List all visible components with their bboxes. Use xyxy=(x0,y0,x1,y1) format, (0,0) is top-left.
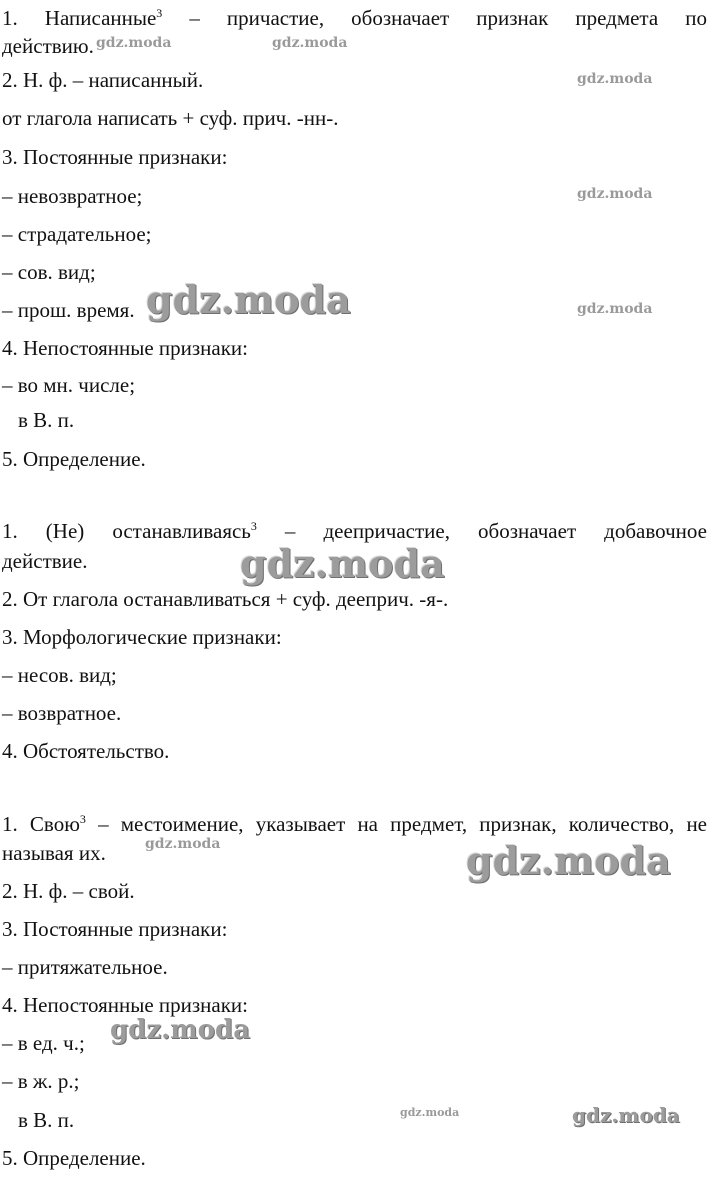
block3-line1 xyxy=(2,810,707,838)
block2-line6: – возвратное. xyxy=(2,701,122,725)
block3-line2: называя их. xyxy=(2,841,106,865)
footnote-mark: 3 xyxy=(79,812,86,826)
block1-line1 xyxy=(2,4,707,32)
block2-line2: действие. xyxy=(2,549,88,573)
footnote-mark: 3 xyxy=(156,6,163,20)
watermark: gdz.moda xyxy=(577,301,653,317)
block3-line3: 2. Н. ф. – свой. xyxy=(2,879,135,903)
watermark: gdz.moda xyxy=(146,277,351,322)
watermark: gdz.moda xyxy=(272,35,348,51)
block1-line5: 3. Постоянные признаки: xyxy=(2,145,228,169)
block1-line13: 5. Определение. xyxy=(2,447,146,471)
block2-line7: 4. Обстоятельство. xyxy=(2,739,170,763)
block2-line5: – несов. вид; xyxy=(2,663,117,687)
watermark: gdz.moda xyxy=(577,71,653,87)
watermark: gdz.moda xyxy=(400,1106,460,1119)
footnote-mark: 3 xyxy=(250,519,257,533)
block2-line3: 2. От глагола останавливаться + суф. дееприч. -я-. xyxy=(2,587,449,611)
block2-line4: 3. Морфологические признаки: xyxy=(2,625,282,649)
term-napisannye: 1. Написанные xyxy=(2,6,157,30)
block1-line3: 2. Н. ф. – написанный. xyxy=(2,68,204,92)
watermark: gdz.moda xyxy=(240,541,445,586)
block1-line2: действию. xyxy=(2,34,94,58)
block1-line10: 4. Непостоянные признаки: xyxy=(2,336,248,360)
block3-line8: – в ж. р.; xyxy=(2,1069,80,1093)
block1-line12: в В. п. xyxy=(18,408,75,432)
watermark: gdz.moda xyxy=(577,186,653,202)
block3-line4: 3. Постоянные признаки: xyxy=(2,917,228,941)
block1-line7: – страдательное; xyxy=(2,222,152,246)
block3-line6: 4. Непостоянные признаки: xyxy=(2,993,248,1017)
block1-line4: от глагола написать + суф. прич. -нн-. xyxy=(2,106,339,130)
block3-line7: – в ед. ч.; xyxy=(2,1031,85,1055)
block2-line1-rest: – деепричастие, обозначает добавочное xyxy=(256,519,707,543)
block2-line1 xyxy=(2,517,707,545)
block1-line9: – прош. время. xyxy=(2,298,135,322)
watermark: gdz.moda xyxy=(96,35,172,51)
block3-line5: – притяжательное. xyxy=(2,955,168,979)
watermark: gdz.moda xyxy=(572,1103,680,1127)
block1-line6: – невозвратное; xyxy=(2,184,143,208)
block3-line9: в В. п. xyxy=(18,1108,75,1132)
watermark: gdz.moda xyxy=(145,836,221,852)
watermark: gdz.moda xyxy=(466,838,671,883)
block1-line11: – во мн. числе; xyxy=(2,373,136,397)
block1-line1-rest: – причастие, обозначает признак предмета по xyxy=(162,6,707,30)
term-ostanavlivayas: 1. (Не) останавливаясь xyxy=(2,519,251,543)
block3-line1-rest: – местоимение, указывает на предмет, признак, количество, не xyxy=(85,812,707,836)
term-svoyu: 1. Свою xyxy=(2,812,80,836)
block1-line8: – сов. вид; xyxy=(2,260,96,284)
watermark: gdz.moda xyxy=(110,1015,251,1045)
block3-line10: 5. Определение. xyxy=(2,1146,146,1170)
